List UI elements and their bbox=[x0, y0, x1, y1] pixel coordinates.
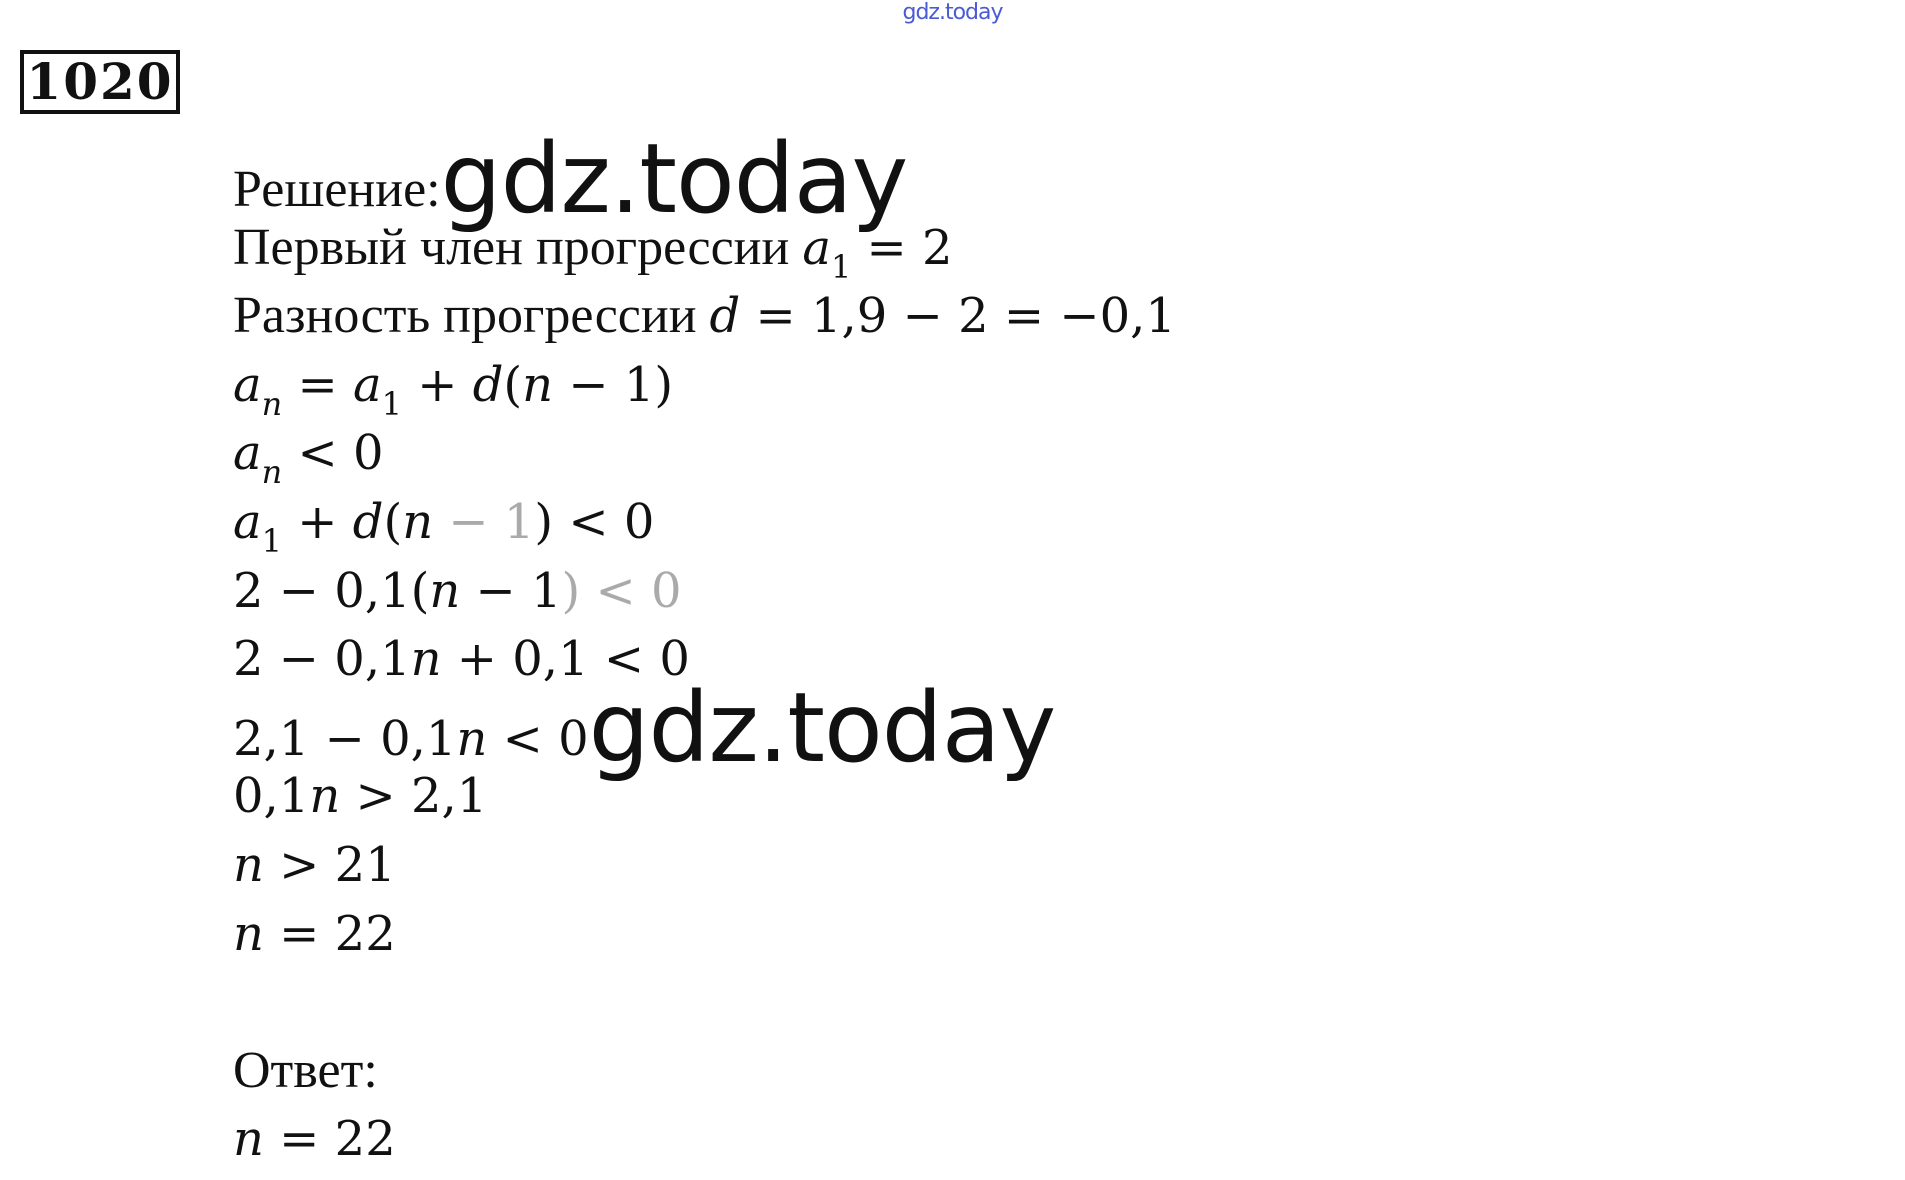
solution-heading-line bbox=[233, 123, 1533, 235]
first-term-line bbox=[233, 214, 1533, 286]
formula-step-4: 2,1 − 0,1n < 0 bbox=[233, 710, 589, 767]
formula-step-5: 0,1n > 2,1 bbox=[233, 768, 488, 825]
formula-step-3: 2 − 0,1n + 0,1 < 0 bbox=[233, 631, 690, 688]
solution-label: Решение: bbox=[233, 161, 441, 218]
task-number-box: 1020 bbox=[20, 50, 180, 114]
formula-result: n = 22 bbox=[233, 905, 396, 962]
formula-step-2: 2 − 0,1(n − 1) < 0 bbox=[233, 562, 682, 619]
first-term-formula: $a_1 = 2$ bbox=[802, 219, 953, 286]
formula-step-6: n > 21 bbox=[233, 836, 396, 893]
difference-line bbox=[233, 282, 1533, 351]
answer-label: Ответ: bbox=[233, 1041, 378, 1099]
formula-general-term: $a_n = a_1 + d(n - 1)$ bbox=[233, 356, 674, 423]
spacer bbox=[233, 968, 1533, 1037]
top-watermark: gdz.today bbox=[902, 0, 1003, 25]
formula-step-1: $a_1 + d(n - 1) < 0$ bbox=[233, 493, 655, 560]
watermark-logo-1: gdz.today bbox=[440, 123, 908, 235]
watermark-logo-2: gdz.today bbox=[588, 671, 1056, 784]
formula-step-4-line bbox=[233, 671, 1533, 784]
answer-value: n = 22 bbox=[233, 1111, 396, 1168]
first-term-text: Первый член прогрессии bbox=[233, 218, 803, 276]
solution-content bbox=[233, 123, 1533, 1174]
formula-condition: $a_n < 0$ bbox=[233, 425, 384, 492]
difference-text: Разность прогрессии bbox=[233, 287, 710, 345]
difference-formula: d = 1,9 − 2 = −0,1 bbox=[709, 288, 1176, 345]
